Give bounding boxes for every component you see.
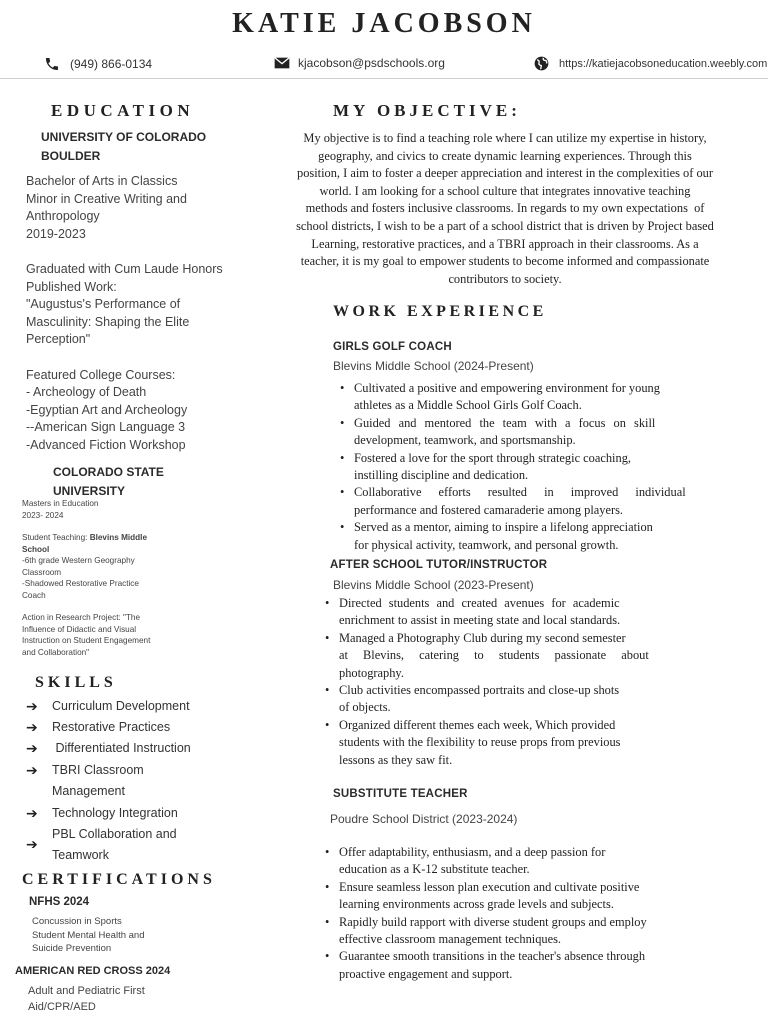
student-teaching-label: Student Teaching: xyxy=(22,533,90,542)
job-place: Poudre School District (2023-2024) xyxy=(330,812,518,826)
objective-line: school districts, I wish to be a part of a school district that is driven by Project based xyxy=(296,218,714,233)
skill-item xyxy=(26,738,236,759)
student-teaching-school: School xyxy=(22,544,50,554)
job-bullet: • Managed a Photography Club during my second semester at Blevins, catering to students passionate about photography. xyxy=(323,630,653,682)
teaching-item: -Shadowed Restorative Practice xyxy=(22,579,139,588)
cert-item: Suicide Prevention xyxy=(32,943,112,954)
arrow-right-icon: ➔ xyxy=(26,719,38,735)
objective-line: geography, and civics to create dynamic learning experiences. Through this xyxy=(318,148,692,163)
job-bullet: • Ensure seamless lesson plan execution and cultivate positive learning environments across grade levels and subjects. xyxy=(323,879,683,914)
objective-line: methods and fosters inclusive classrooms. In regards to my own expectations of xyxy=(305,201,705,216)
job-place: Blevins Middle School (2023-Present) xyxy=(333,578,534,592)
skill-label: Differentiated Instruction xyxy=(52,741,191,755)
job-title: GIRLS GOLF COACH xyxy=(333,341,452,353)
skill-label: Management xyxy=(52,784,125,798)
website-url: https://katiejacobsoneducation.weebly.com xyxy=(559,57,768,70)
csu-details xyxy=(22,498,150,658)
degree-line: Bachelor of Arts in Classics xyxy=(26,174,178,188)
university-name-line: BOULDER xyxy=(41,149,101,163)
published-title-line: "Augustus's Performance of xyxy=(26,297,181,312)
skill-label: Curriculum Development xyxy=(52,699,190,713)
teaching-item: Classroom xyxy=(22,567,62,577)
student-teaching-school: Blevins Middle xyxy=(89,533,148,542)
email-contact[interactable] xyxy=(274,56,445,70)
objective-line: world. I am looking for a school culture that integrates innovative teaching xyxy=(319,183,691,198)
skill-label: Restorative Practices xyxy=(52,720,171,734)
website-contact[interactable] xyxy=(534,56,767,71)
course-item: -Advanced Fiction Workshop xyxy=(26,437,186,452)
cert-item: Aid/CPR/AED xyxy=(28,1000,96,1013)
teaching-item: -6th grade Western Geography xyxy=(22,556,135,565)
university-boulder xyxy=(41,128,206,166)
years-line: 2023- 2024 xyxy=(22,510,64,520)
phone-number: (949) 866-0134 xyxy=(70,57,153,71)
objective-line: position, I aim to foster a deeper appreciation and interest in the complexities of our xyxy=(297,166,713,181)
skill-item xyxy=(26,760,236,802)
arrow-right-icon: ➔ xyxy=(26,836,38,852)
minor-line: Minor in Creative Writing and xyxy=(26,191,187,206)
job-bullets xyxy=(323,595,653,769)
arrow-right-icon: ➔ xyxy=(26,740,38,756)
student-teaching-line xyxy=(22,532,150,544)
email-address: kjacobson@psdschools.org xyxy=(298,56,445,70)
work-heading: WORK EXPERIENCE xyxy=(333,303,547,320)
objective-line: Learning, restorative practices, and a TBRI approach in their classrooms. As a xyxy=(311,236,699,251)
job-bullet: • Guarantee smooth transitions in the teacher's absence through proactive engagement and support. xyxy=(323,948,683,983)
skill-label: TBRI Classroom xyxy=(52,763,144,777)
objective-line: contributors to society. xyxy=(448,271,562,286)
objective-line: My objective is to find a teaching role where I can utilize my expertise in history, xyxy=(303,131,707,145)
teaching-item: Coach xyxy=(22,590,46,600)
skill-item xyxy=(26,824,236,866)
research-line: Instruction on Student Engagement xyxy=(22,636,151,645)
boulder-details xyxy=(26,173,223,455)
university-name-line: UNIVERSITY OF COLORADO xyxy=(41,130,207,144)
education-heading: EDUCATION xyxy=(51,101,195,120)
resume-name: KATIE JACOBSON xyxy=(232,8,536,39)
university-csu xyxy=(53,463,164,501)
job-bullet: • Collaborative efforts resulted in improved individual performance and fostered camaraderie among players. xyxy=(338,484,690,519)
job-bullet: • Offer adaptability, enthusiasm, and a deep passion for education as a K-12 substitute teacher. xyxy=(323,844,683,879)
job-title: SUBSTITUTE TEACHER xyxy=(333,788,468,800)
objective-heading: MY OBJECTIVE: xyxy=(333,101,521,120)
years-line: 2019-2023 xyxy=(26,226,86,241)
published-title-line: Perception" xyxy=(26,332,91,347)
job-bullet: • Rapidly build rapport with diverse student groups and employ effective classroom management techniques. xyxy=(323,914,683,949)
skill-item xyxy=(26,696,236,717)
arc-items xyxy=(28,984,145,1015)
cert-item: Student Mental Health and xyxy=(32,929,145,941)
course-item: -Egyptian Art and Archeology xyxy=(26,402,188,417)
research-line: Influence of Didactic and Visual xyxy=(22,624,137,634)
job-bullet: • Guided and mentored the team with a focus on skill development, teamwork, and sportsmanship. xyxy=(338,415,690,450)
job-bullet: • Served as a mentor, aiming to inspire a lifelong appreciation for physical activity, teamwork, and personal growth. xyxy=(338,519,690,554)
published-label: Published Work: xyxy=(26,279,117,294)
job-bullet: • Club activities encompassed portraits and close-up shots of objects. xyxy=(323,682,653,717)
skill-item xyxy=(26,803,236,824)
research-line: Action in Research Project: "The xyxy=(22,613,141,622)
arrow-right-icon: ➔ xyxy=(26,805,38,821)
header-divider xyxy=(0,78,768,79)
job-bullet: • Cultivated a positive and empowering environment for young athletes as a Middle School Girls Golf Coach. xyxy=(338,380,690,415)
job-bullet: • Organized different themes each week, Which provided students with the flexibility to reuse props from previous lessons as they saw fit. xyxy=(323,717,653,769)
job-place: Blevins Middle School (2024-Present) xyxy=(333,359,534,373)
arc-title: AMERICAN RED CROSS 2024 xyxy=(15,965,171,977)
certifications-heading: CERTIFICATIONS xyxy=(22,871,216,888)
skill-label: Teamwork xyxy=(52,848,109,862)
cert-item: Adult and Pediatric First xyxy=(28,985,145,997)
globe-icon xyxy=(534,56,549,71)
university-name-line: UNIVERSITY xyxy=(53,484,126,498)
job-bullets xyxy=(338,380,690,554)
nfhs-title: NFHS 2024 xyxy=(29,896,90,908)
arrow-right-icon: ➔ xyxy=(26,762,38,778)
phone-icon xyxy=(44,56,60,72)
skill-label: Technology Integration xyxy=(52,806,178,820)
job-bullets xyxy=(323,844,683,983)
nfhs-items xyxy=(32,915,145,956)
degree-line: Masters in Education xyxy=(22,499,99,508)
objective-line: teacher, it is my goal to empower students to become informed and compassionate xyxy=(300,254,710,269)
honors-line: Graduated with Cum Laude Honors xyxy=(26,261,223,276)
job-bullet: • Directed students and created avenues for academic enrichment to assist in meeting state and local standards. xyxy=(323,595,653,630)
courses-heading: Featured College Courses: xyxy=(26,367,176,382)
course-item: --American Sign Language 3 xyxy=(26,420,186,435)
objective-text xyxy=(270,130,740,288)
arrow-right-icon: ➔ xyxy=(26,698,38,714)
skill-label: PBL Collaboration and xyxy=(52,827,177,841)
envelope-icon xyxy=(274,56,290,70)
research-line: and Collaboration" xyxy=(22,647,90,657)
phone-contact[interactable] xyxy=(44,56,152,72)
published-title-line: Masculinity: Shaping the Elite xyxy=(26,314,190,329)
job-title: AFTER SCHOOL TUTOR/INSTRUCTOR xyxy=(330,559,548,571)
university-name-line: COLORADO STATE xyxy=(53,465,164,479)
skill-item xyxy=(26,717,236,738)
job-bullet: • Fostered a love for the sport through strategic coaching, instilling discipline and dedication. xyxy=(338,450,690,485)
minor-line: Anthropology xyxy=(26,209,100,224)
skills-heading: SKILLS xyxy=(35,674,117,691)
course-item: - Archeology of Death xyxy=(26,385,147,400)
cert-item: Concussion in Sports xyxy=(32,916,122,927)
